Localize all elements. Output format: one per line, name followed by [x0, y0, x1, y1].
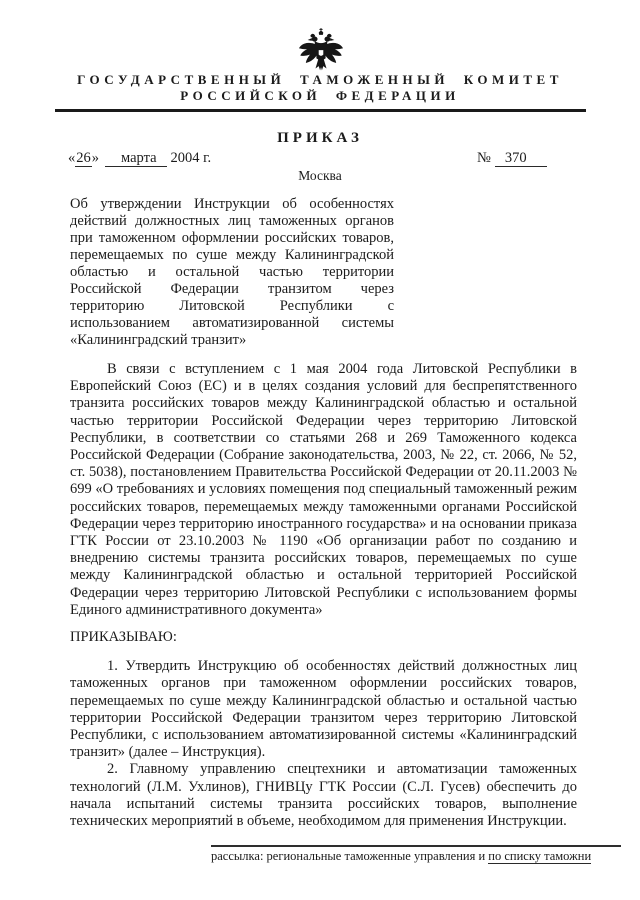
org-name-line1: ГОСУДАРСТВЕННЫЙ ТАМОЖЕННЫЙ КОМИТЕТ — [77, 72, 563, 87]
header-divider — [55, 109, 586, 112]
doc-number — [477, 150, 547, 167]
doc-type-title: ПРИКАЗ — [277, 130, 363, 146]
footer-divider — [211, 845, 621, 847]
order-item-1: 1. Утвердить Инструкцию об особенностях действий должностных лиц таможенных органов при таможенном оформлении российских товаров, перемещаемых по суше между Калининградской областью и остальной частью территории Российской Федерации транзитом через территорию Литовской Республики, с использованием автоматизированной системы «Калининградский транзит» (далее – Инструкция). — [70, 658, 577, 761]
doc-subject: Об утверждении Инструкции об особенностях действий должностных лиц таможенных органов при таможенном оформлении российских товаров, перемещаемых по суше между Калининградской областью и остальной частью территории Российской Федерации транзитом через территорию Литовской Республики с использованием автоматизированной системы «Калининградский транзит» — [70, 196, 394, 348]
doc-city: Москва — [298, 168, 342, 183]
distribution-note — [211, 849, 625, 864]
preamble-paragraph: В связи с вступлением с 1 мая 2004 года Литовской Республики в Европейский Союз (ЕС) и в целях создания условий для беспрепятственного транзита российских товаров между Калининградской областью и остальной частью территории Российской Федерации через территорию Литовской Республики, в соответствии со статьями 268 и 269 Таможенного кодекса Российской Федерации (Собрание законодательства, 2003, № 22, ст. 2066, № 52, ст. 5038), постановлением Правительства Российской Федерации от 20.11.2003 № 699 «О требованиях и условиях помещения под специальный таможенный режим российских товаров, перемещаемых между таможенными органами Российской Федерации через территорию иностранного государства» и на основании приказа ГТК России от 23.10.2003 № 1190 «Об организации работ по созданию и внедрению системы транзита российских товаров, перемещаемых по суше между Калининградской областью и остальной территорией Российской Федерации через территорию Литовской Республики с использованием формы Единого административного документа» — [70, 361, 577, 618]
order-item-2: 2. Главному управлению спецтехники и автоматизации таможенных технологий (Л.М. Ухлинов), ГНИВЦу ГТК России (С.Л. Гусев) обеспечить до начала испытаний системы транзита российских товаров, выполнение технических мероприятий в объеме, необходимом для применения Инструкции. — [70, 761, 577, 830]
date-month: марта — [105, 150, 167, 167]
distribution-note-underlined: по списку таможни — [488, 849, 592, 863]
order-keyword: ПРИКАЗЫВАЮ: — [70, 629, 177, 646]
distribution-note-text: рассылка: региональные таможенные управления и — [211, 849, 489, 863]
doc-date — [68, 150, 211, 167]
date-year: 2004 г. — [170, 150, 212, 166]
org-name-line2: РОССИЙСКОЙ ФЕДЕРАЦИИ — [180, 88, 460, 103]
doc-number-label: № — [477, 150, 491, 166]
org-name — [0, 72, 640, 104]
date-open-quote: « — [68, 150, 76, 166]
doc-number-value: 370 — [495, 150, 547, 167]
date-close-quote: » — [91, 150, 99, 166]
doc-body — [70, 361, 577, 830]
date-day: 26 — [76, 150, 91, 166]
double-headed-eagle-icon — [298, 25, 344, 77]
